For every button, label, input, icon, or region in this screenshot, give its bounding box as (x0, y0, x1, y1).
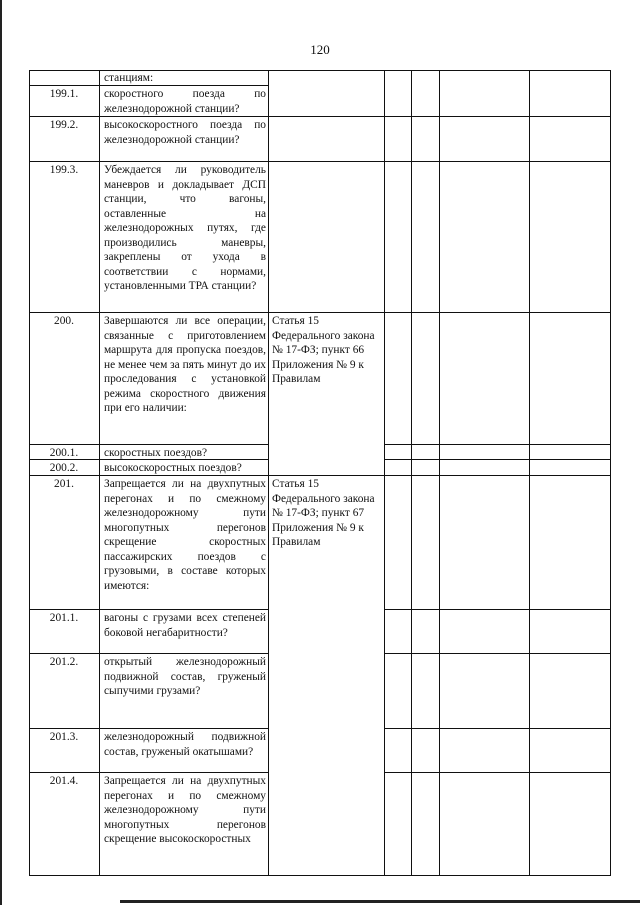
item-number: 201.4. (49, 775, 79, 787)
page-number: 120 (310, 42, 330, 57)
question-text: открытый железнодорожный подвижной состав, груженый сыпучими грузами? (104, 656, 266, 697)
item-number: 201.3. (49, 731, 79, 743)
col-border (411, 70, 412, 876)
scan-bottom-edge (120, 900, 640, 903)
item-number: 201. (54, 478, 74, 490)
legal-reference: Статья 15 Федерального закона № 17-ФЗ; пункт 67 Приложения № 9 к Правилам (272, 478, 375, 548)
item-number: 201.2. (49, 656, 79, 668)
item-number: 199.3. (49, 164, 79, 176)
col-border (529, 70, 530, 876)
row-border (29, 444, 269, 445)
question-text: скоростного поезда по железнодорожной станции? (104, 88, 266, 115)
row-border (384, 609, 611, 610)
question-text: высокоскоростных поездов? (104, 462, 242, 474)
row-border (384, 444, 611, 445)
row-border (29, 772, 269, 773)
row-border (29, 312, 611, 313)
item-number: 201.1. (49, 612, 79, 624)
row-border (384, 653, 611, 654)
row-border (29, 728, 269, 729)
question-text: вагоны с грузами всех степеней боковой негабаритности? (104, 612, 266, 639)
row-border (384, 459, 611, 460)
item-number: 200. (54, 315, 74, 327)
item-number: 199.1. (49, 88, 79, 100)
row-border (29, 609, 269, 610)
col-border (439, 70, 440, 876)
row-border (384, 728, 611, 729)
question-text: Убеждается ли руководитель маневров и докладывает ДСП станции, что вагоны, оставленные на железнодорожных путях, где производились маневры, закреплены от ухода в соответствии с нормами, установленными ТРА станции? (104, 164, 266, 292)
item-number: 200.1. (49, 447, 79, 459)
checklist-table (29, 70, 611, 876)
question-text: Запрещается ли на двухпутных перегонах и по смежному железнодорожному пути многопутных перегонов скрещение скоростных пассажирских поездов с грузовыми, в составе которых имеются: (104, 478, 266, 592)
question-text: высокоскоростного поезда по железнодорожной станции? (104, 119, 266, 146)
col-border (268, 70, 269, 876)
row-border (29, 116, 611, 117)
row-border (384, 772, 611, 773)
row-border (29, 875, 611, 876)
item-number: 200.2. (49, 462, 79, 474)
legal-reference: Статья 15 Федерального закона № 17-ФЗ; пункт 66 Приложения № 9 к Правилам (272, 315, 375, 385)
col-border (384, 70, 385, 876)
question-text: скоростных поездов? (104, 447, 208, 459)
row-border (29, 161, 611, 162)
question-text: станциям: (104, 72, 154, 84)
col-border (99, 70, 100, 876)
question-text: Завершаются ли все операции, связанные с приготовлением маршрута для пропуска поездов, не менее чем за пять минут до их проследования с установкой режима скоростного движения при его наличии: (104, 315, 266, 414)
row-border (29, 653, 269, 654)
question-text: Запрещается ли на двухпутных перегонах и по смежному железнодорожному пути многопутных перегонов скрещение высокоскоростных (104, 775, 266, 845)
col-border (610, 70, 611, 876)
item-number: 199.2. (49, 119, 79, 131)
question-text: железнодорожный подвижной состав, груженый окатышами? (104, 731, 266, 758)
